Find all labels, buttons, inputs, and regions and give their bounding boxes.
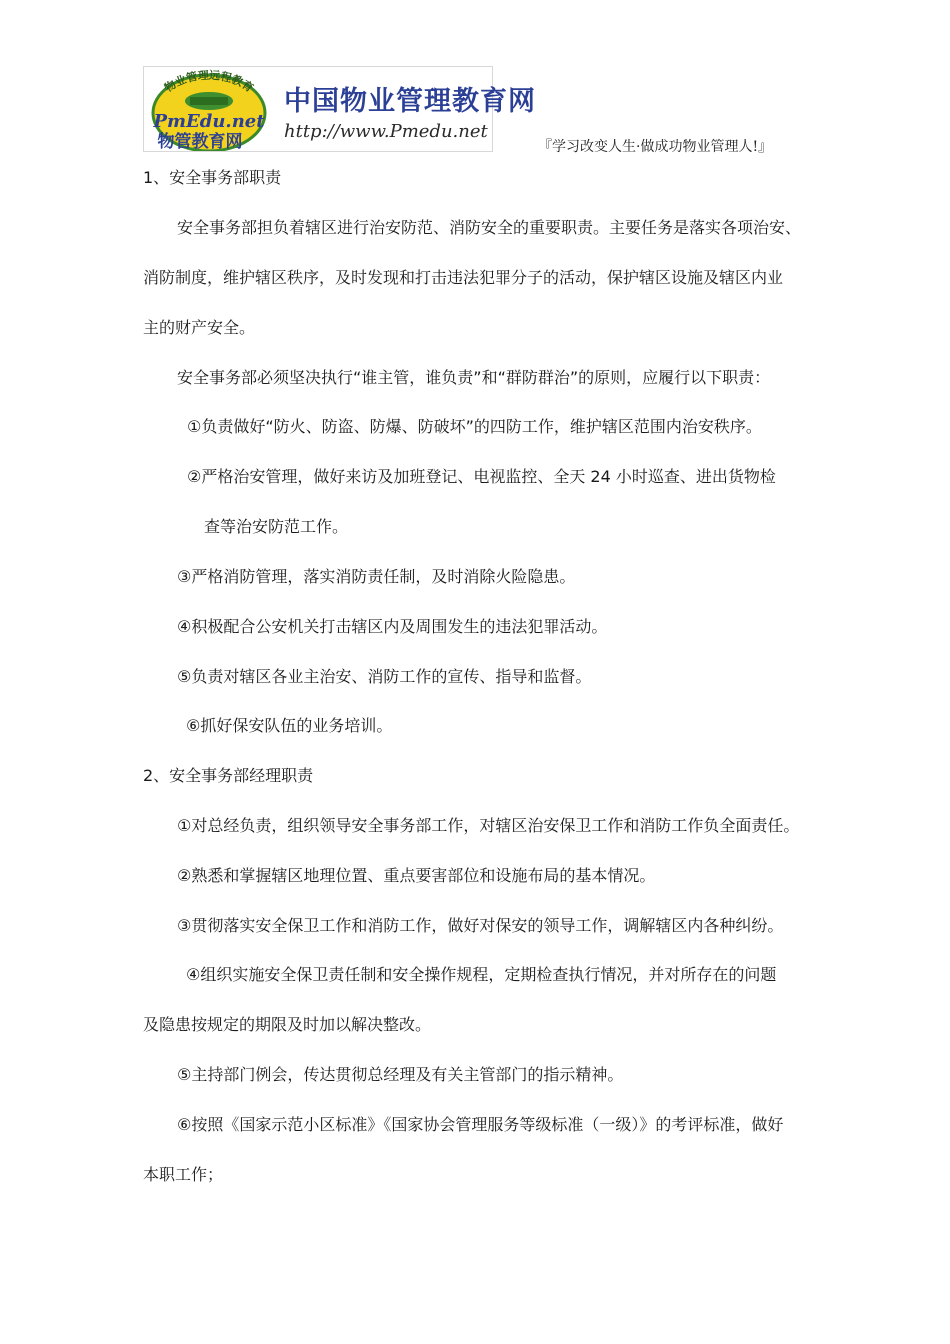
section-2-item-5: ⑤主持部门例会，传达贯彻总经理及有关主管部门的指示精神。	[177, 1065, 624, 1084]
site-url: http://www.Pmedu.net	[284, 121, 488, 142]
site-title: 中国物业管理教育网	[284, 86, 536, 117]
section-2-item-6-line-1: ⑥按照《国家示范小区标准》《国家协会管理服务等级标准（一级）》的考评标准，做好	[177, 1115, 784, 1134]
pmedu-logo-emblem	[144, 67, 274, 151]
section-1-item-4: ④积极配合公安机关打击辖区内及周围发生的违法犯罪活动。	[177, 617, 608, 636]
section-2-item-1: ①对总经负责，组织领导安全事务部工作，对辖区治安保卫工作和消防工作负全面责任。	[177, 816, 800, 835]
section-1-item-2-line-1: ②严格治安管理，做好来访及加班登记、电视监控、全天 24 小时巡查、进出货物检	[187, 467, 776, 486]
section-2-item-3: ③贯彻落实安全保卫工作和消防工作，做好对保安的领导工作，调解辖区内各种纠纷。	[177, 916, 784, 935]
section-1-item-2-line-2: 查等治安防范工作。	[204, 517, 349, 536]
section-2-item-4-line-2: 及隐患按规定的期限及时加以解决整改。	[143, 1015, 432, 1034]
emblem-footer: 物管教育网	[157, 132, 243, 151]
section-1-heading: 1、安全事务部职责	[143, 168, 282, 187]
section-1-item-1: ①负责做好“防火、防盗、防爆、防破坏”的四防工作，维护辖区范围内治安秩序。	[187, 417, 762, 436]
emblem-arc-text: 物业管理远程教育	[162, 68, 256, 95]
emblem-brand: PmEdu.net	[153, 111, 265, 132]
section-2-item-4-line-1: ④组织实施安全保卫责任制和安全操作规程，定期检查执行情况，并对所存在的问题	[186, 965, 777, 984]
section-2-heading: 2、安全事务部经理职责	[143, 766, 314, 785]
section-1-item-5: ⑤负责对辖区各业主治安、消防工作的宣传、指导和监督。	[177, 667, 592, 686]
site-header-banner	[143, 66, 536, 152]
section-1-item-3: ③严格消防管理，落实消防责任制，及时消除火险隐患。	[177, 567, 576, 586]
section-1-paragraph-1-line-3: 主的财产安全。	[143, 318, 256, 337]
header-slogan: 『学习改变人生·做成功物业管理人!』	[538, 139, 773, 155]
section-1-paragraph-1-line-2: 消防制度，维护辖区秩序，及时发现和打击违法犯罪分子的活动，保护辖区设施及辖区内业	[143, 268, 784, 287]
section-1-item-6: ⑥抓好保安队伍的业务培训。	[186, 716, 393, 735]
section-2-item-2: ②熟悉和掌握辖区地理位置、重点要害部位和设施布局的基本情况。	[177, 866, 656, 885]
section-1-paragraph-2: 安全事务部必须坚决执行“谁主管，谁负责”和“群防群治”的原则，应履行以下职责：	[177, 368, 771, 387]
section-1-paragraph-1-line-1: 安全事务部担负着辖区进行治安防范、消防安全的重要职责。主要任务是落实各项治安、	[177, 218, 802, 237]
section-2-item-6-line-2: 本职工作；	[143, 1165, 224, 1184]
